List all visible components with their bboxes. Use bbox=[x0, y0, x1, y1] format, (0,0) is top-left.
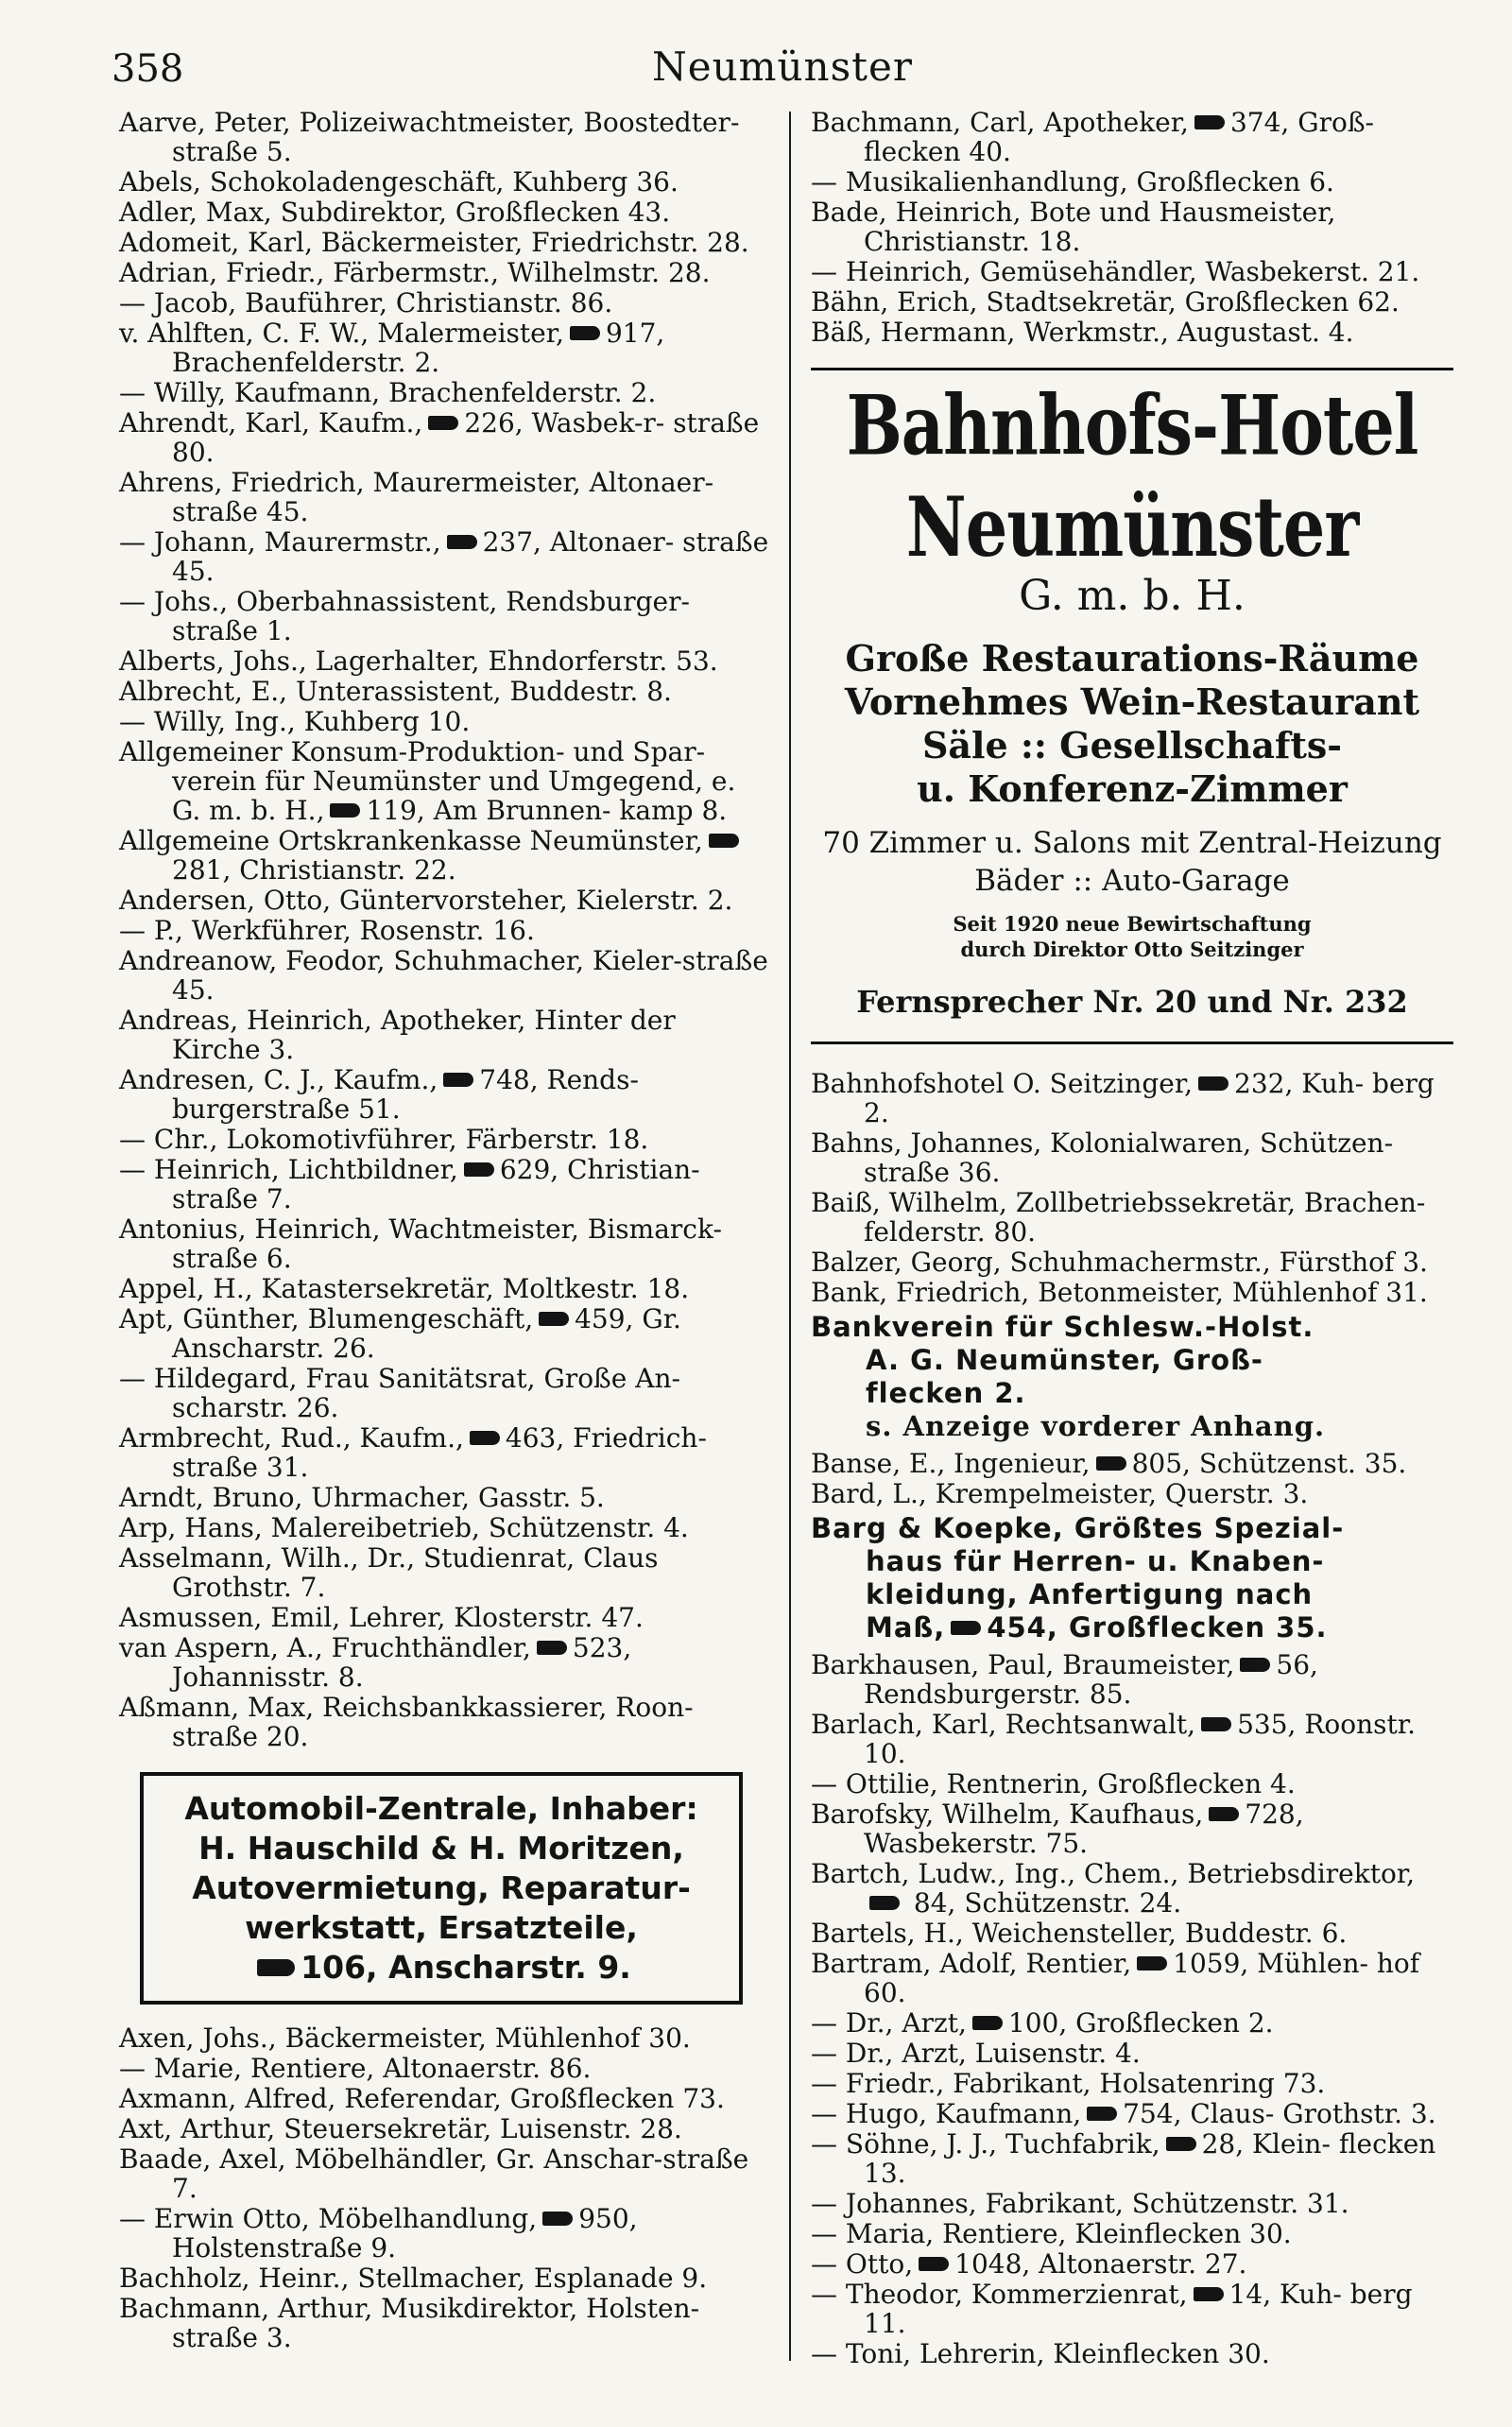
entry-text: — Dr., Arzt, bbox=[811, 2007, 967, 2039]
hotel-ad-phone: Fernsprecher Nr. 20 und Nr. 232 bbox=[856, 984, 1408, 1020]
entry-text: — Ottilie, Rentnerin, Großflecken 4. bbox=[811, 1768, 1296, 1799]
telephone-icon bbox=[951, 1621, 981, 1635]
column-divider bbox=[789, 112, 791, 2361]
list-item bbox=[811, 108, 1453, 166]
entry-text: — Friedr., Fabrikant, Holsatenring 73. bbox=[811, 2068, 1326, 2099]
telephone-icon bbox=[1198, 1076, 1228, 1091]
bank-ad-line: flecken 2. bbox=[866, 1377, 1026, 1409]
entry-text: — Heinrich, Gemüsehändler, Wasbekerst. 21. bbox=[811, 256, 1420, 287]
telephone-icon bbox=[539, 1312, 569, 1326]
telephone-icon bbox=[447, 535, 477, 549]
list-item bbox=[119, 258, 771, 287]
entry-text: Asselmann, Wilh., Dr., Studienrat, Claus Grothstr. 7. bbox=[119, 1542, 659, 1603]
list-item bbox=[811, 318, 1453, 347]
entry-text: Andersen, Otto, Güntervorsteher, Kielerstr. 2. bbox=[119, 885, 733, 916]
entry-text-cont: straße 7. bbox=[172, 1183, 292, 1214]
entry-text: Bartels, H., Weichensteller, Buddestr. 6. bbox=[811, 1918, 1348, 1949]
entry-text: Adrian, Friedr., Färbermstr., Wilhelmstr. 28. bbox=[119, 257, 711, 288]
entry-text: Bade, Heinrich, Bote und Hausmeister, Christianstr. 18. bbox=[811, 197, 1336, 257]
hotel-ad bbox=[811, 375, 1453, 1021]
list-item bbox=[119, 1065, 771, 1124]
telephone-icon bbox=[1096, 1456, 1126, 1471]
entry-text: Aarve, Peter, Polizeiwachtmeister, Boostedter-straße 5. bbox=[119, 107, 740, 167]
entry-text: — Marie, Rentiere, Altonaerstr. 86. bbox=[119, 2053, 592, 2084]
list-item bbox=[119, 527, 771, 586]
list-item bbox=[811, 1919, 1453, 1948]
hotel-ad-subtitle: G. m. b. H. bbox=[1019, 572, 1246, 620]
entry-text-cont: berg 2. bbox=[864, 1068, 1435, 1128]
list-item bbox=[811, 2099, 1453, 2128]
entry-phone: 463, Friedrich- bbox=[505, 1422, 707, 1454]
entry-text: — Willy, Ing., Kuhberg 10. bbox=[119, 706, 471, 737]
entry-text: Bahns, Johannes, Kolonialwaren, Schützen-straße 36. bbox=[811, 1127, 1394, 1188]
list-item bbox=[811, 2008, 1453, 2038]
list-item bbox=[119, 1304, 771, 1363]
list-item bbox=[119, 408, 771, 467]
telephone-icon bbox=[1194, 115, 1225, 129]
entry-text-cont: 281, Christianstr. 22. bbox=[172, 854, 456, 886]
entry-text: Albrecht, E., Unterassistent, Buddestr. 8. bbox=[119, 676, 672, 707]
entry-text-cont: flecken 40. bbox=[864, 136, 1011, 167]
ad-line: Autovermietung, Reparatur- bbox=[192, 1869, 691, 1906]
entry-phone: 728, bbox=[1245, 1799, 1304, 1830]
entry-text: Alberts, Johs., Lagerhalter, Ehndorferstr. 53. bbox=[119, 645, 718, 677]
entry-phone: 748, Rends- bbox=[479, 1064, 639, 1095]
entry-text: Andresen, C. J., Kaufm., bbox=[119, 1064, 438, 1095]
entry-text: — Erwin Otto, Möbelhandlung, bbox=[119, 2203, 538, 2234]
entry-phone: 100, Großflecken 2. bbox=[1007, 2007, 1274, 2039]
entry-text-cont: Anscharstr. 26. bbox=[172, 1333, 375, 1364]
entry-text: Axen, Johs., Bäckermeister, Mühlenhof 30. bbox=[119, 2022, 691, 2054]
list-item bbox=[811, 1799, 1453, 1858]
list-item bbox=[811, 1479, 1453, 1508]
hotel-ad-line: Bäder :: Auto-Garage bbox=[974, 864, 1290, 898]
list-item bbox=[119, 2294, 771, 2352]
telephone-icon bbox=[464, 1162, 494, 1177]
entry-text: — Hugo, Kaufmann, bbox=[811, 2098, 1082, 2129]
entry-phone: 1059, Mühlen- bbox=[1173, 1948, 1368, 1979]
ad-line: werkstatt, Ersatzteile, bbox=[245, 1909, 638, 1946]
entry-phone: 459, Gr. bbox=[575, 1303, 681, 1334]
list-item bbox=[119, 1274, 771, 1303]
entry-text: — Jacob, Bauführer, Christianstr. 86. bbox=[119, 287, 613, 318]
entry-text: Armbrecht, Rud., Kaufm., bbox=[119, 1422, 464, 1454]
entry-text: Bahnhofshotel O. Seitzinger, bbox=[811, 1068, 1194, 1099]
entry-text: Andreas, Heinrich, Apotheker, Hinter der Kirche 3. bbox=[119, 1005, 676, 1065]
entry-text: — Johs., Oberbahnassistent, Rendsburger-straße 1. bbox=[119, 586, 690, 646]
entry-text: — Hildegard, Frau Sanitätsrat, Große An-scharstr. 26. bbox=[119, 1363, 680, 1423]
hotel-ad-line: Säle :: Gesellschafts- bbox=[921, 724, 1343, 766]
entry-text: Banse, E., Ingenieur, bbox=[811, 1448, 1091, 1479]
list-item bbox=[811, 198, 1453, 256]
telephone-icon bbox=[330, 803, 360, 818]
entry-text: Bachmann, Arthur, Musikdirektor, Holsten-straße 3. bbox=[119, 2293, 700, 2353]
entry-text-cont: Rendsburgerstr. 85. bbox=[864, 1678, 1132, 1710]
entry-text: Asmussen, Emil, Lehrer, Klosterstr. 47. bbox=[119, 1602, 644, 1633]
list-item bbox=[119, 288, 771, 318]
entry-text-cont: Johannisstr. 8. bbox=[172, 1661, 364, 1693]
hotel-ad-line: 70 Zimmer u. Salons mit Zentral-Heizung bbox=[822, 826, 1442, 860]
entry-text-cont: berg 11. bbox=[864, 2279, 1413, 2339]
list-item bbox=[119, 946, 771, 1005]
list-item bbox=[119, 646, 771, 676]
list-item bbox=[119, 1423, 771, 1482]
entry-list bbox=[119, 108, 771, 1751]
entry-text: — Toni, Lehrerin, Kleinflecken 30. bbox=[811, 2338, 1270, 2369]
entry-text: Adler, Max, Subdirektor, Großflecken 43. bbox=[119, 197, 671, 228]
ad-bottom-rule bbox=[811, 1041, 1453, 1044]
bank-ad-line: s. Anzeige vorderer Anhang. bbox=[866, 1410, 1326, 1442]
telephone-icon bbox=[1209, 1807, 1239, 1821]
entry-text-cont: Wasbekerstr. 75. bbox=[864, 1828, 1089, 1859]
list-item bbox=[811, 2069, 1453, 2098]
telephone-icon bbox=[869, 1896, 900, 1910]
list-item bbox=[119, 1513, 771, 1542]
entry-phone: 535, bbox=[1237, 1709, 1297, 1740]
list-item bbox=[119, 108, 771, 166]
telephone-icon bbox=[537, 1641, 567, 1655]
list-item bbox=[119, 1125, 771, 1154]
list-item bbox=[811, 1449, 1453, 1478]
entry-text: Apt, Günther, Blumengeschäft, bbox=[119, 1303, 534, 1334]
list-item bbox=[119, 1364, 771, 1422]
list-item bbox=[811, 1248, 1453, 1277]
entry-text: van Aspern, A., Fruchthändler, bbox=[119, 1632, 531, 1663]
telephone-icon bbox=[1137, 1956, 1167, 1971]
entry-text: — Otto, bbox=[811, 2248, 914, 2280]
telephone-icon bbox=[1166, 2137, 1196, 2151]
telephone-icon bbox=[919, 2257, 949, 2271]
entry-list bbox=[811, 1069, 1453, 1307]
list-item bbox=[119, 587, 771, 645]
entry-text: Bank, Friedrich, Betonmeister, Mühlenhof 31. bbox=[811, 1277, 1428, 1308]
entry-phone: 232, Kuh- bbox=[1234, 1068, 1365, 1099]
hotel-ad-line: durch Direktor Otto Seitzinger bbox=[960, 938, 1304, 961]
list-item bbox=[119, 826, 771, 885]
telephone-icon bbox=[570, 326, 600, 340]
list-item bbox=[119, 2144, 771, 2203]
list-item bbox=[811, 1650, 1453, 1709]
list-item bbox=[119, 916, 771, 945]
list-item bbox=[119, 1693, 771, 1751]
entry-text: Bachmann, Carl, Apotheker, bbox=[811, 107, 1189, 138]
entry-text: Adomeit, Karl, Bäckermeister, Friedrichstr. 28. bbox=[119, 227, 749, 258]
list-item bbox=[811, 2189, 1453, 2218]
list-item bbox=[811, 2039, 1453, 2068]
telephone-icon bbox=[972, 2016, 1003, 2030]
entry-text: Bartram, Adolf, Rentier, bbox=[811, 1948, 1132, 1979]
entry-text-cont: 84, Schützenstr. 24. bbox=[913, 1887, 1182, 1919]
entry-text-cont: hof 60. bbox=[864, 1948, 1420, 2008]
entry-text: — Johannes, Fabrikant, Schützenstr. 31. bbox=[811, 2188, 1349, 2219]
entry-phone: 119, Am Brunnen- bbox=[366, 795, 611, 826]
list-item bbox=[119, 737, 771, 825]
entry-text: — Johann, Maurermstr., bbox=[119, 526, 441, 558]
bank-ad-line: Bankverein für Schlesw.-Holst. bbox=[811, 1311, 1314, 1343]
hotel-ad-line: Seit 1920 neue Bewirtschaftung bbox=[953, 912, 1312, 936]
entry-text: — Musikalienhandlung, Großflecken 6. bbox=[811, 166, 1334, 198]
list-item bbox=[811, 1949, 1453, 2007]
telephone-icon bbox=[257, 1959, 295, 1976]
entry-text-cont: kamp 8. bbox=[619, 795, 728, 826]
list-item bbox=[811, 2129, 1453, 2188]
barg-ad bbox=[811, 1512, 1453, 1644]
list-item bbox=[811, 1278, 1453, 1307]
list-item bbox=[119, 2263, 771, 2293]
entry-phone: 374, Groß- bbox=[1229, 107, 1374, 138]
entry-list bbox=[811, 108, 1453, 347]
entry-list bbox=[811, 1449, 1453, 1508]
entry-text: Andreanow, Feodor, Schuhmacher, Kieler-straße 45. bbox=[119, 945, 768, 1006]
entry-text: Barlach, Karl, Rechtsanwalt, bbox=[811, 1709, 1196, 1740]
entry-phone: 28, Klein- bbox=[1201, 2128, 1331, 2160]
ad-line: Automobil-Zentrale, Inhaber: bbox=[184, 1790, 698, 1827]
hotel-ad-line: Vornehmes Wein-Restaurant bbox=[844, 680, 1420, 723]
list-item bbox=[119, 1214, 771, 1273]
barg-ad-text: Maß, bbox=[866, 1611, 946, 1644]
list-item bbox=[119, 886, 771, 915]
entry-text: Allgemeine Ortskrankenkasse Neumünster, bbox=[119, 825, 703, 856]
entry-text: — Theodor, Kommerzienrat, bbox=[811, 2279, 1188, 2310]
ad-line: H. Hauschild & H. Moritzen, bbox=[198, 1830, 684, 1867]
telephone-icon bbox=[470, 1431, 500, 1445]
entry-text: Appel, H., Katastersekretär, Moltkestr. 18. bbox=[119, 1273, 690, 1304]
list-item bbox=[119, 707, 771, 736]
entry-phone: 226, Wasbek-r- bbox=[464, 407, 665, 439]
entry-text: Bartch, Ludw., Ing., Chem., Betriebsdirektor, bbox=[811, 1858, 1416, 1889]
bank-ad bbox=[811, 1311, 1453, 1443]
list-item bbox=[119, 677, 771, 706]
telephone-icon bbox=[1087, 2107, 1117, 2121]
list-item bbox=[811, 1859, 1453, 1918]
entry-phone: 950, bbox=[578, 2203, 638, 2234]
list-item bbox=[811, 257, 1453, 286]
ad-phone-text: 106, Anscharstr. 9. bbox=[301, 1949, 631, 1986]
entry-phone: 629, Christian- bbox=[499, 1154, 700, 1185]
entry-phone: 56, bbox=[1276, 1649, 1318, 1680]
entry-list bbox=[811, 1650, 1453, 2368]
entry-text: — Maria, Rentiere, Kleinflecken 30. bbox=[811, 2218, 1292, 2249]
list-item bbox=[119, 2023, 771, 2053]
entry-phone: 14, Kuh- bbox=[1228, 2279, 1342, 2310]
entry-text-cont: Grothstr. 3. bbox=[1282, 2098, 1436, 2129]
list-item bbox=[119, 468, 771, 526]
entry-text-cont: flecken 13. bbox=[864, 2128, 1436, 2189]
entry-text: Ahrens, Friedrich, Maurermeister, Altonaer-straße 45. bbox=[119, 467, 714, 527]
telephone-icon bbox=[1240, 1658, 1270, 1672]
list-item bbox=[811, 167, 1453, 197]
telephone-icon bbox=[443, 1073, 473, 1087]
list-item bbox=[119, 2054, 771, 2083]
barg-ad-line: haus für Herren- u. Knaben- bbox=[866, 1545, 1325, 1577]
barg-ad-line: Barg & Koepke, Größtes Spezial- bbox=[811, 1512, 1345, 1544]
list-item bbox=[119, 1155, 771, 1214]
entry-text: Axmann, Alfred, Referendar, Großflecken 73. bbox=[119, 2083, 725, 2114]
entry-text-cont: straße 31. bbox=[172, 1452, 309, 1483]
entry-text-cont: Holstenstraße 9. bbox=[172, 2232, 397, 2263]
list-item bbox=[119, 1633, 771, 1692]
entry-text: Axt, Arthur, Steuersekretär, Luisenstr. 28. bbox=[119, 2113, 682, 2144]
list-item bbox=[119, 167, 771, 197]
entry-text: Barkhausen, Paul, Braumeister, bbox=[811, 1649, 1235, 1680]
entry-text: Abels, Schokoladengeschäft, Kuhberg 36. bbox=[119, 166, 679, 198]
entry-text: — Söhne, J. J., Tuchfabrik, bbox=[811, 2128, 1160, 2160]
entry-text-cont: straße 45. bbox=[172, 526, 769, 587]
telephone-icon bbox=[542, 2212, 573, 2226]
list-item bbox=[119, 1483, 771, 1512]
entry-text: — Chr., Lokomotivführer, Färberstr. 18. bbox=[119, 1124, 649, 1155]
entry-text: Barofsky, Wilhelm, Kaufhaus, bbox=[811, 1799, 1204, 1830]
entry-text: — Willy, Kaufmann, Brachenfelderstr. 2. bbox=[119, 377, 657, 408]
entry-phone: 1048, Altonaerstr. 27. bbox=[954, 2248, 1247, 2280]
entry-text: Bard, L., Krempelmeister, Querstr. 3. bbox=[811, 1478, 1309, 1509]
list-item bbox=[119, 228, 771, 257]
page-header bbox=[112, 38, 1453, 95]
automobil-ad-box bbox=[140, 1772, 743, 2005]
telephone-icon bbox=[1201, 1717, 1231, 1731]
list-item bbox=[119, 198, 771, 227]
entry-text: Aßmann, Max, Reichsbankkassierer, Roon-straße 20. bbox=[119, 1692, 694, 1752]
list-item bbox=[811, 1769, 1453, 1799]
list-item bbox=[119, 1543, 771, 1602]
list-item bbox=[119, 1603, 771, 1632]
entry-text: Bähn, Erich, Stadtsekretär, Großflecken 62. bbox=[811, 286, 1400, 318]
telephone-icon bbox=[709, 834, 739, 848]
entry-phone: 805, Schützenst. 35. bbox=[1131, 1448, 1407, 1479]
page-title: Neumünster bbox=[652, 43, 913, 90]
left-column bbox=[119, 108, 771, 2353]
ad-line bbox=[153, 1948, 730, 1988]
entry-text-cont: straße 80. bbox=[172, 407, 760, 468]
entry-text-cont: Brachenfelderstr. 2. bbox=[172, 347, 440, 378]
entry-phone: 917, bbox=[605, 318, 665, 349]
telephone-icon bbox=[428, 416, 458, 430]
right-column bbox=[811, 108, 1453, 2369]
list-item bbox=[119, 378, 771, 407]
list-item bbox=[119, 2084, 771, 2113]
entry-text: Allgemeiner Konsum-Produktion- und Spar-verein für Neumünster und Umgegend, e. G. m. b. H., bbox=[119, 736, 736, 826]
entry-list bbox=[119, 2023, 771, 2352]
entry-text: Arndt, Bruno, Uhrmacher, Gasstr. 5. bbox=[119, 1482, 605, 1513]
telephone-icon bbox=[1194, 2287, 1224, 2301]
list-item bbox=[811, 1710, 1453, 1768]
barg-ad-text: 454, Großflecken 35. bbox=[987, 1611, 1328, 1644]
entry-phone: 754, Claus- bbox=[1123, 2098, 1275, 2129]
entry-text: v. Ahlften, C. F. W., Malermeister, bbox=[119, 318, 564, 349]
list-item bbox=[811, 2339, 1453, 2368]
entry-text: — P., Werkführer, Rosenstr. 16. bbox=[119, 915, 535, 946]
entry-text: Arp, Hans, Malereibetrieb, Schützenstr. 4. bbox=[119, 1512, 689, 1543]
entry-phone: 523, bbox=[572, 1632, 632, 1663]
list-item bbox=[811, 2280, 1453, 2338]
list-item bbox=[119, 1006, 771, 1064]
list-item bbox=[811, 1128, 1453, 1187]
list-item bbox=[811, 2219, 1453, 2248]
barg-ad-line bbox=[811, 1611, 1453, 1644]
entry-text-cont: burgerstraße 51. bbox=[172, 1093, 401, 1125]
bank-ad-line: A. G. Neumünster, Groß- bbox=[866, 1344, 1263, 1376]
list-item bbox=[119, 318, 771, 377]
entry-text: Ahrendt, Karl, Kaufm., bbox=[119, 407, 423, 439]
entry-text: Bachholz, Heinr., Stellmacher, Esplanade 9. bbox=[119, 2263, 708, 2294]
hotel-ad-line: u. Konferenz-Zimmer bbox=[917, 767, 1348, 810]
list-item bbox=[811, 287, 1453, 317]
ad-top-rule bbox=[811, 368, 1453, 370]
entry-text: Balzer, Georg, Schuhmachermstr., Fürsthof 3. bbox=[811, 1247, 1428, 1278]
page-number: 358 bbox=[112, 47, 184, 91]
hotel-ad-title: Bahnhofs-Hotel Neumünster bbox=[846, 375, 1418, 576]
list-item bbox=[119, 2114, 771, 2143]
entry-text: Baiß, Wilhelm, Zollbetriebssekretär, Brachen-felderstr. 80. bbox=[811, 1187, 1426, 1248]
entry-text: Antonius, Heinrich, Wachtmeister, Bismarck-straße 6. bbox=[119, 1214, 722, 1274]
entry-phone: 237, Altonaer- bbox=[482, 526, 675, 558]
hotel-ad-line: Große Restaurations-Räume bbox=[845, 637, 1419, 680]
entry-text: — Heinrich, Lichtbildner, bbox=[119, 1154, 458, 1185]
list-item bbox=[811, 1069, 1453, 1127]
entry-text: — Dr., Arzt, Luisenstr. 4. bbox=[811, 2038, 1141, 2069]
entry-text-cont: Roonstr. 10. bbox=[864, 1709, 1416, 1769]
list-item bbox=[811, 2249, 1453, 2279]
entry-text: Bäß, Hermann, Werkmstr., Augustast. 4. bbox=[811, 317, 1354, 348]
list-item bbox=[811, 1188, 1453, 1247]
barg-ad-line: kleidung, Anfertigung nach bbox=[866, 1578, 1314, 1610]
entry-text: Baade, Axel, Möbelhändler, Gr. Anschar-straße 7. bbox=[119, 2143, 749, 2204]
list-item bbox=[119, 2204, 771, 2263]
